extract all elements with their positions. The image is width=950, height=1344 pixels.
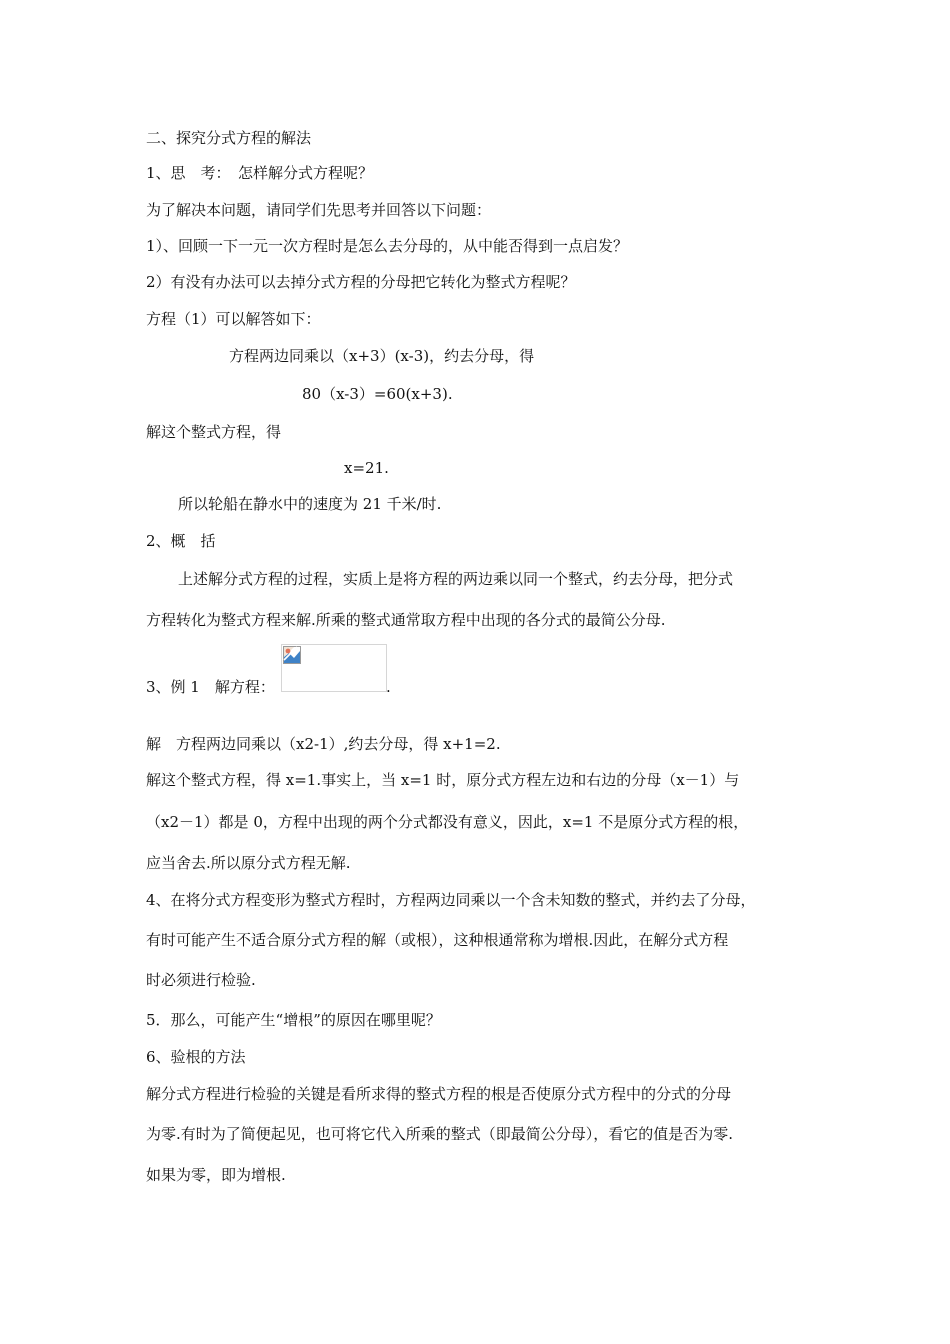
paragraph-6-line-1: 解分式方程进行检验的关键是看所求得的整式方程的根是否使原分式方程中的分式的分母 (146, 1085, 732, 1103)
paragraph-4-line-1: 4、在将分式方程变形为整式方程时，方程两边同乘以一个含未知数的整式，并约去了分母， (146, 891, 756, 909)
example-period: . (386, 678, 391, 696)
paragraph-6-heading: 6、验根的方法 (146, 1048, 246, 1066)
section-title: 二、探究分式方程的解法 (146, 129, 312, 147)
solution-line-2: 解这个整式方程，得 x=1.事实上，当 x=1 时，原分式方程左边和右边的分母（x－1）与 (146, 771, 740, 789)
example-label: 3、例 1 解方程： (146, 678, 275, 696)
solve-integer-text: 解这个整式方程，得 (146, 423, 282, 441)
paragraph-6-line-2: 为零.有时为了简便起见，也可将它代入所乘的整式（即最简公分母），看它的值是否为零. (146, 1125, 734, 1143)
conclusion-text: 所以轮船在静水中的速度为 21 千米/时. (178, 495, 442, 513)
question-2: 2）有没有办法可以去掉分式方程的分母把它转化为整式方程呢？ (146, 273, 576, 291)
paragraph-6-line-3: 如果为零，即为增根. (146, 1166, 286, 1184)
solve-intro: 方程（1）可以解答如下： (146, 310, 321, 328)
summary-heading: 2、概 括 (146, 532, 216, 550)
paragraph-5: 5．那么，可能产生“增根”的原因在哪里呢？ (146, 1011, 441, 1029)
summary-line-2: 方程转化为整式方程来解.所乘的整式通常取方程中出现的各分式的最简公分母. (146, 611, 666, 629)
integer-equation: 80（x-3）=60(x+3). (302, 385, 453, 403)
paragraph-4-line-3: 时必须进行检验. (146, 971, 256, 989)
equation-image (281, 644, 387, 692)
solution-line-1: 解 方程两边同乘以（x2-1）,约去分母，得 x+1=2. (146, 735, 501, 753)
intro-text: 为了解决本问题，请同学们先思考并回答以下问题： (146, 201, 492, 219)
think-question: 1、思 考： 怎样解分式方程呢？ (146, 164, 374, 182)
solution-line-4: 应当舍去.所以原分式方程无解. (146, 854, 351, 872)
paragraph-4-line-2: 有时可能产生不适合原分式方程的解（或根），这种根通常称为增根.因此，在解分式方程 (146, 931, 729, 949)
result-equation: x=21. (344, 459, 389, 477)
solution-line-3: （x2－1）都是 0，方程中出现的两个分式都没有意义，因此，x=1 不是原分式方程的根， (146, 813, 749, 831)
question-1: 1）、回顾一下一元一次方程时是怎么去分母的，从中能否得到一点启发？ (146, 237, 629, 255)
summary-line-1: 上述解分式方程的过程，实质上是将方程的两边乘以同一个整式，约去分母，把分式 (178, 570, 734, 588)
multiply-step: 方程两边同乘以（x+3）(x-3)，约去分母，得 (229, 347, 535, 365)
broken-image-icon (283, 646, 301, 664)
